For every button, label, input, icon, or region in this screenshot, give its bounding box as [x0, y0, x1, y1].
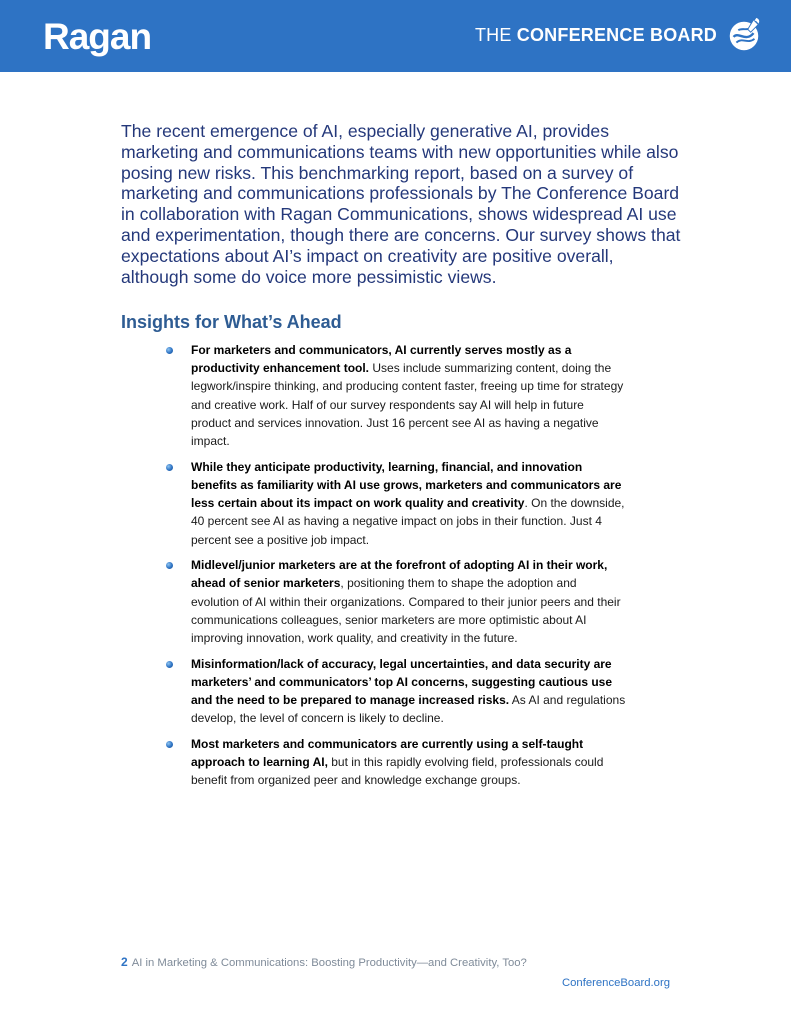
insight-text: As AI and regulations develop, the level of concern is likely to decline.: [191, 693, 626, 726]
bullet-icon: [166, 741, 173, 748]
list-item: [164, 458, 626, 549]
insight-text: Uses include summarizing content, doing the legwork/inspire thinking, and producing content faster, freeing up time for strategy and creative work. Half of our survey respondents say AI will help in future product and services innovation. Just 16 percent see AI as having a negative impact.: [191, 361, 624, 449]
page-header: [0, 0, 791, 72]
list-item: [164, 655, 626, 728]
globe-torch-icon: [725, 16, 763, 54]
insight-text: but in this rapidly evolving field, professionals could benefit from organized peer and knowledge exchange groups.: [191, 755, 604, 788]
bullet-icon: [166, 562, 173, 569]
page-number: 2: [121, 955, 128, 969]
conference-board-link[interactable]: ConferenceBoard.org: [561, 977, 670, 989]
insight-bold-text: Midlevel/junior marketers are at the forefront of adopting AI in their work, ahead of senior marketers: [191, 558, 608, 591]
insight-bold-text: For marketers and communicators, AI currently serves mostly as a productivity enhancement tool.: [191, 343, 572, 376]
insight-bold-text: While they anticipate productivity, learning, financial, and innovation benefits as familiarity with AI use grows, marketers and communicators are less certain about its impact on work quality and creativity: [191, 459, 622, 511]
ragan-logo: [43, 13, 151, 57]
section-title: Insights for What’s Ahead: [121, 312, 342, 332]
insight-bold-text: Misinformation/lack of accuracy, legal uncertainties, and data security are marketers’ and communicators’ top AI concerns, suggesting cautious use and the need to be prepared to manage increased risks.: [191, 656, 613, 708]
intro-paragraph: The recent emergence of AI, especially generative AI, provides marketing and communications teams with new opportunities while also posing new risks. This benchmarking report, based on a survey of marketing and communications professionals by The Conference Board in collaboration with Ragan Communications, shows widespread AI use and experimentation, though there are concerns. Our survey shows that expectations about AI’s impact on creativity are positive overall, although some do voice more pessimistic views.: [121, 121, 681, 287]
page-footer: [121, 955, 527, 969]
bullet-icon: [166, 464, 173, 471]
report-title: AI in Marketing & Communications: Boosting Productivity—and Creativity, Too?: [131, 957, 527, 969]
conference-board-logo-text: THE CONFERENCE BOARD: [474, 24, 717, 45]
list-item: [164, 341, 626, 450]
conference-board-logo: [475, 16, 763, 54]
list-item: [164, 556, 626, 647]
bullet-icon: [166, 661, 173, 668]
insights-list: [164, 341, 626, 797]
bullet-icon: [166, 347, 173, 354]
ragan-logo-text: Ragan: [43, 16, 152, 57]
insight-text: . On the downside, 40 percent see AI as having a negative impact on jobs in their function. Just 4 percent see a positive job impact.: [191, 496, 625, 547]
insight-bold-text: Most marketers and communicators are currently using a self-taught approach to learning AI,: [191, 737, 584, 770]
list-item: [164, 735, 626, 790]
insight-text: , positioning them to shape the adoption and evolution of AI within their organizations. Compared to their junior peers and their communications colleagues, senior marketers are more optimistic about AI improving innovation, work quality, and creativity in the future.: [191, 576, 621, 646]
